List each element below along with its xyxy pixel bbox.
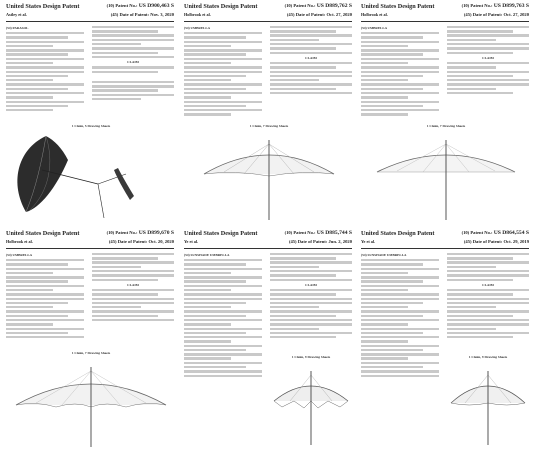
country-heading: United States Design Patent [6, 3, 80, 10]
bibliographic-column [6, 251, 84, 340]
patent-number-label: (10) Patent No.: [461, 230, 493, 235]
patent-number-label: (10) Patent No.: [461, 3, 493, 8]
patent-number [462, 230, 529, 236]
patent-page-6[interactable] [357, 227, 533, 449]
patent-date-value: Oct. 27, 2020 [503, 12, 529, 17]
country-heading: United States Design Patent [361, 3, 435, 10]
drawing-figure [270, 353, 352, 449]
drawing-figure [6, 122, 176, 222]
bibliographic-column [184, 24, 262, 118]
parasol-drawing-icon [6, 130, 176, 222]
inventor-name: Holbrook et al. [361, 12, 388, 17]
patent-number-value: US D899,670 S [138, 230, 174, 236]
patent-date-label: (45) Date of Patent: [108, 239, 148, 244]
patent-number [107, 3, 174, 9]
claim-column [270, 24, 352, 96]
patent-title: (54) UMBRELLA [6, 253, 33, 257]
patent-date-value: Oct. 20, 2020 [148, 239, 174, 244]
patent-page-3[interactable] [357, 0, 533, 222]
patent-number-value: US D899,763 S [493, 3, 529, 9]
patent-header [6, 3, 174, 22]
country-heading: United States Design Patent [184, 3, 258, 10]
patent-date-label: (45) Date of Patent: [463, 12, 503, 17]
claim-heading: CLAIM [305, 55, 317, 60]
patent-date [111, 12, 174, 17]
patent-header [184, 230, 352, 249]
country-heading: United States Design Patent [184, 230, 258, 237]
patent-header [184, 3, 352, 22]
inventor-name: Holbrook et al. [6, 239, 33, 244]
patent-number-label: (10) Patent No.: [284, 230, 316, 235]
patent-date [464, 239, 529, 244]
drawing-sheet-caption: 1 Claim, 7 Drawing Sheets [71, 351, 111, 355]
drawing-sheet-caption: 1 Claim, 9 Drawing Sheets [468, 355, 508, 359]
inventor-name: Ye et al. [184, 239, 199, 244]
patent-date [287, 12, 352, 17]
patent-number-value: US D900,463 S [138, 3, 174, 9]
bibliographic-column [361, 251, 439, 379]
country-heading: United States Design Patent [361, 230, 435, 237]
patent-page-1[interactable] [2, 0, 178, 222]
umbrella-drawing-icon [6, 357, 176, 449]
umbrella-drawing-icon [447, 361, 529, 447]
claim-column [92, 24, 174, 102]
claim-column [270, 251, 352, 340]
patent-date-value: Jun. 2, 2020 [328, 239, 352, 244]
patent-title: (54) UMBRELLA [361, 26, 388, 30]
patent-number [107, 230, 174, 236]
patent-header [6, 230, 174, 249]
patent-title: (54) SUNSHADE UMBRELLA [361, 253, 407, 257]
claim-heading: CLAIM [482, 282, 494, 287]
patent-header [361, 3, 529, 22]
umbrella-drawing-icon [361, 130, 531, 222]
claim-heading: CLAIM [127, 282, 139, 287]
patent-page-5[interactable] [180, 227, 356, 449]
patent-number-value: US D864,554 S [493, 230, 529, 236]
patent-date [464, 12, 529, 17]
patent-number-label: (10) Patent No.: [106, 230, 138, 235]
bibliographic-column [6, 24, 84, 113]
patent-date-value: Nov. 3, 2020 [150, 12, 174, 17]
patent-number-value: US D889,762 S [316, 3, 352, 9]
patent-number-label: (10) Patent No.: [284, 3, 316, 8]
patent-title: (54) PARASOL [6, 26, 29, 30]
inventor-name: Astley et al. [6, 12, 27, 17]
claim-heading: CLAIM [482, 55, 494, 60]
patent-number [285, 230, 352, 236]
patent-page-2[interactable] [180, 0, 356, 222]
claim-column [447, 251, 529, 340]
inventor-name: Ye et al. [361, 239, 376, 244]
patent-title: (54) SUNSHADE UMBRELLA [184, 253, 230, 257]
bibliographic-column [184, 251, 262, 379]
patent-number [462, 3, 529, 9]
patent-date-value: Oct. 29, 2019 [503, 239, 529, 244]
patent-date-label: (45) Date of Patent: [286, 12, 326, 17]
patent-date [289, 239, 352, 244]
patent-header [361, 230, 529, 249]
patent-number-value: US D885,744 S [316, 230, 352, 236]
inventor-name: Holbrook et al. [184, 12, 211, 17]
drawing-sheet-caption: 1 Claim, 5 Drawing Sheets [71, 124, 111, 128]
patent-date-label: (45) Date of Patent: [288, 239, 328, 244]
patent-number [285, 3, 352, 9]
claim-heading: CLAIM [305, 282, 317, 287]
umbrella-drawing-icon [270, 361, 352, 447]
drawing-figure [184, 122, 354, 222]
bibliographic-column [361, 24, 439, 118]
patent-date-label: (45) Date of Patent: [463, 239, 503, 244]
drawing-figure [447, 353, 529, 449]
drawing-sheet-caption: 1 Claim, 9 Drawing Sheets [291, 355, 331, 359]
country-heading: United States Design Patent [6, 230, 80, 237]
patent-date-label: (45) Date of Patent: [110, 12, 150, 17]
claim-column [92, 251, 174, 323]
patent-date [109, 239, 174, 244]
drawing-figure [361, 122, 531, 222]
patent-date-value: Oct. 27, 2020 [326, 12, 352, 17]
umbrella-drawing-icon [184, 130, 354, 222]
patent-number-label: (10) Patent No.: [106, 3, 138, 8]
description-heading [92, 75, 174, 79]
claim-column [447, 24, 529, 96]
patent-title: (54) UMBRELLA [184, 26, 211, 30]
drawing-figure [6, 349, 176, 449]
drawing-sheet-caption: 1 Claim, 7 Drawing Sheets [249, 124, 289, 128]
claim-heading: CLAIM [127, 60, 139, 65]
drawing-sheet-caption: 1 Claim, 7 Drawing Sheets [426, 124, 466, 128]
patent-page-4[interactable] [2, 227, 178, 449]
